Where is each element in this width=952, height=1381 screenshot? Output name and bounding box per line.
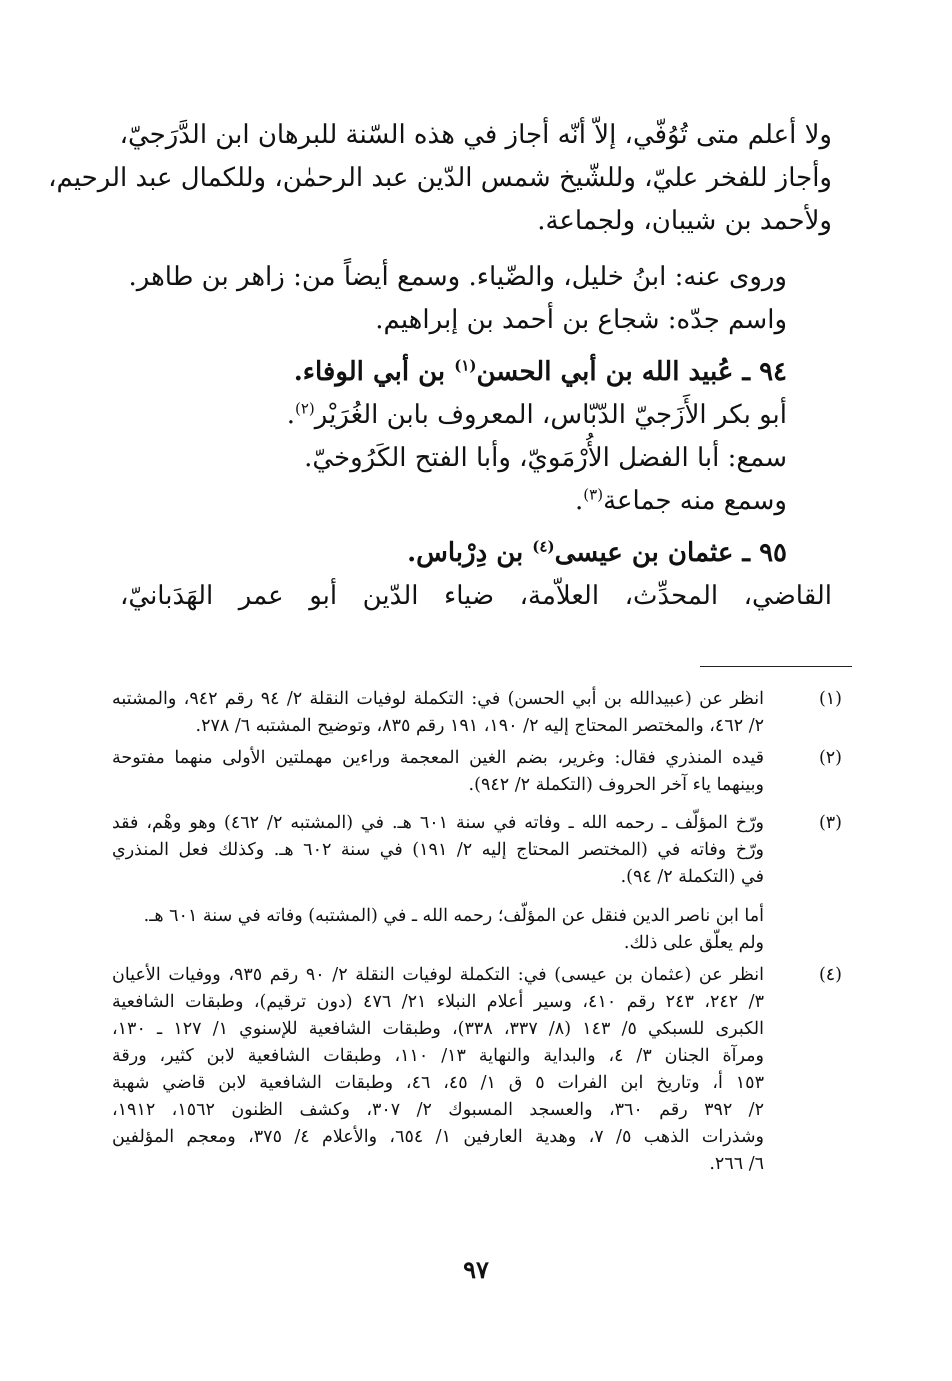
footnote-4-line-1: انظر عن (عثمان بن عيسى) في: التكملة لوفيات النقلة ٢/ ٩٠ رقم ٩٣٥، ووفيات الأعيان xyxy=(112,965,764,985)
text-line-9-body: وسمع منه جماعة xyxy=(603,486,787,516)
text-line-4: وروى عنه: ابنُ خليل، والضّياء. وسمع أيضاً من: زاهر بن طاهر. xyxy=(128,262,787,292)
text-line-8: سمع: أبا الفضل الأُرْمَويّ، وأبا الفتح الكَرُوخيّ. xyxy=(304,443,787,473)
text-line-2: وأجاز للفخر عليّ، وللشّيخ شمس الدّين عبد الرحمٰن، وللكمال عبد الرحيم، xyxy=(48,163,832,193)
footnote-4-line-5: ١٥٣ أ، وتاريخ ابن الفرات ٥ ق ١/ ٤٥، ٤٦، وطبقات الشافعية لابن قاضي شهبة xyxy=(112,1073,764,1093)
text-line-1: ولا أعلم متى تُوُفّي، إلاّ أنّه أجاز في هذه السّنة للبرهان ابن الدَّرَجيّ، xyxy=(119,120,832,150)
footnote-4-line-4: ومرآة الجنان ٣/ ٤، والبداية والنهاية ١٣/ ١١٠، وطبقات الشافعية لابن كثير، ورقة xyxy=(112,1046,765,1066)
text-line-5: واسم جدّه: شجاع بن أحمد بن إبراهيم. xyxy=(375,305,787,335)
footnote-1 xyxy=(112,686,842,740)
footnote-2-line-1: قيده المنذري فقال: وغرير، بضم الغين المعجمة وراءين مهملتين الأولى منهما مفتوحة xyxy=(112,748,764,768)
text-line-9-end: . xyxy=(575,486,584,516)
footnote-1-line-1: انظر عن (عبيدالله بن أبي الحسن) في: التكملة لوفيات النقلة ٢/ ٩٤ رقم ٩٤٢، والمشتبه xyxy=(112,689,764,709)
footnote-ref-4: (٤) xyxy=(532,537,555,556)
text-line-7-body: أبو بكر الأَزَجيّ الدّبّاس، المعروف بابن الغُرَيْر xyxy=(314,400,787,430)
footnote-ref-1: (١) xyxy=(454,356,477,375)
footnote-4 xyxy=(112,962,842,1178)
text-line-7 xyxy=(287,395,787,435)
text-line-7-end: . xyxy=(286,400,295,430)
text-line-3: ولأحمد بن شيبان، ولجماعة. xyxy=(537,206,832,236)
footnote-4-line-2: ٣/ ٢٤٢، ٢٤٣ رقم ٤١٠، وسير أعلام النبلاء ٢١/ ٤٧٦ (دون ترقيم)، وطبقات الشافعية xyxy=(112,992,764,1012)
footnote-3-addendum xyxy=(112,903,842,957)
footnote-number-3: (٣) xyxy=(818,813,842,833)
footnote-3-line-2: ورّخ وفاته في (المختصر المحتاج إليه ٢/ ١٩١) في سنة ٦٠٢ هـ. وكذلك فعل المنذري xyxy=(112,840,764,860)
footnote-3-line-1: ورّخ المؤلّف ـ رحمه الله ـ وفاته في سنة ٦٠١ هـ. في (المشتبه ٢/ ٤٦٢) وهو وهْم، فقد xyxy=(112,813,764,833)
footnote-3 xyxy=(112,810,842,891)
footnote-4-line-3: الكبرى للسبكي ٥/ ١٤٣ (٨/ ٣٣٧، ٣٣٨)، وطبقات الشافعية للإسنوي ١/ ١٢٧ ـ ١٣٠، xyxy=(112,1019,764,1039)
footnote-number-2: (٢) xyxy=(818,748,842,768)
page-number: ٩٧ xyxy=(463,1255,489,1284)
footnote-ref-2: (٢) xyxy=(294,399,315,418)
text-line-11: القاضي، المحدِّث، العلاّمة، ضياء الدّين أبو عمر الهَدَبانيّ، xyxy=(120,581,832,611)
entry-95-heading xyxy=(407,533,787,573)
footnote-separator xyxy=(700,666,852,667)
footnote-number-1: (١) xyxy=(818,689,842,709)
footnote-4-line-8: ٦/ ٢٦٦. xyxy=(709,1154,764,1174)
footnote-number-4: (٤) xyxy=(818,965,842,985)
entry-94-heading xyxy=(294,352,787,392)
entry-95-title: ٩٥ ـ عثمان بن عيسى xyxy=(554,538,787,568)
footnote-4-line-7: وشذرات الذهب ٥/ ٧، وهدية العارفين ١/ ٦٥٤، والأعلام ٤/ ٣٧٥، ومعجم المؤلفين xyxy=(112,1127,764,1147)
footnote-3-line-4: أما ابن ناصر الدين فنقل عن المؤلّف؛ رحمه الله ـ في (المشتبه) وفاته في سنة ٦٠١ هـ. xyxy=(143,906,764,926)
footnote-1-line-2: ٢/ ٤٦٢، والمختصر المحتاج إليه ٢/ ١٩٠، ١٩١ رقم ٨٣٥، وتوضيح المشتبه ٦/ ٢٧٨. xyxy=(195,716,764,736)
footnote-2 xyxy=(112,745,842,799)
entry-95-title-end: بن دِرْباس. xyxy=(407,538,533,568)
entry-94-title: ٩٤ ـ عُبيد الله بن أبي الحسن xyxy=(476,357,787,387)
entry-94-title-end: بن أبي الوفاء. xyxy=(293,357,455,387)
footnote-ref-3: (٣) xyxy=(583,485,604,504)
text-line-9 xyxy=(575,481,787,521)
footnote-2-line-2: وبينهما ياء آخر الحروف (التكملة ٢/ ٩٤٢). xyxy=(468,775,764,795)
footnote-4-line-6: ٢/ ٣٩٢ رقم ٣٦٠، والعسجد المسبوك ٢/ ٣٠٧، وكشف الظنون ١٥٦٢، ١٩١٢، xyxy=(112,1100,764,1120)
footnote-3-line-3: في (التكملة ٢/ ٩٤). xyxy=(620,867,764,887)
footnote-3-line-5: ولم يعلّق على ذلك. xyxy=(623,933,764,953)
